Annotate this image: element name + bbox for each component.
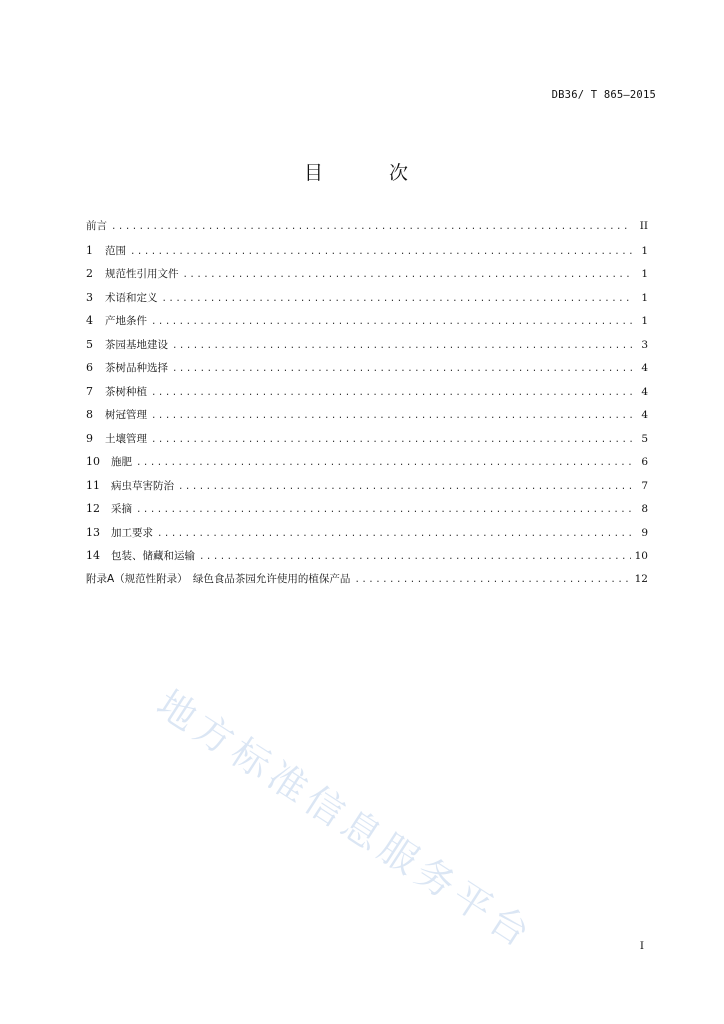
- standard-number: DB36/ T 865—2015: [551, 89, 656, 101]
- toc-item-label: 病虫草害防治: [111, 479, 174, 492]
- toc-item-6[interactable]: [86, 356, 648, 380]
- toc-item-2[interactable]: [86, 262, 648, 286]
- toc-item-10[interactable]: [86, 450, 648, 474]
- toc-item-3[interactable]: [86, 286, 648, 310]
- toc-item-label: 包装、储藏和运输: [111, 550, 195, 562]
- toc-item-label: 规范性引用文件: [105, 268, 179, 280]
- toc-item-page: 12: [634, 572, 648, 585]
- toc-leader-dots: [354, 569, 630, 593]
- toc-item-number: 8: [86, 408, 93, 421]
- toc-title: 目 次: [303, 162, 439, 184]
- toc-item-page: II: [639, 220, 648, 232]
- toc-item-number: 4: [86, 314, 93, 327]
- toc-item-appendix-a[interactable]: [86, 568, 648, 592]
- toc-item-page: 1: [641, 244, 648, 257]
- toc-leader-dots: [136, 452, 632, 476]
- toc-item-page: 8: [641, 503, 648, 515]
- toc-item-label: 采摘: [111, 503, 132, 515]
- toc-leader-dots: [178, 476, 632, 500]
- toc-item-page: 5: [641, 432, 648, 445]
- toc-item-number: 5: [86, 337, 93, 351]
- toc-leader-dots: [157, 523, 632, 547]
- toc-item-11[interactable]: [86, 474, 648, 498]
- toc-item-5[interactable]: [86, 333, 648, 357]
- toc-item-foreword[interactable]: [86, 215, 648, 239]
- toc-item-page: 1: [641, 315, 648, 327]
- toc-leader-dots: [151, 405, 632, 429]
- toc-item-number: 14: [86, 549, 100, 562]
- toc-leader-dots: [172, 335, 632, 359]
- toc-item-page: 7: [641, 479, 648, 492]
- toc-item-page: 1: [641, 268, 648, 280]
- toc-item-label: 树冠管理: [105, 409, 147, 421]
- toc-leader-dots: [111, 216, 632, 240]
- toc-item-number: 附录A: [86, 572, 115, 585]
- table-of-contents: [86, 215, 648, 591]
- toc-item-12[interactable]: [86, 497, 648, 521]
- toc-item-page: 4: [641, 385, 648, 398]
- toc-leader-dots: [199, 546, 631, 570]
- toc-item-number: 3: [86, 290, 93, 304]
- toc-leader-dots: [151, 429, 632, 453]
- toc-leader-dots: [172, 358, 632, 382]
- toc-item-page: 3: [641, 338, 648, 351]
- toc-item-4[interactable]: [86, 309, 648, 333]
- toc-item-label: 茶园基地建设: [105, 338, 168, 351]
- toc-item-number: 10: [86, 455, 100, 468]
- toc-leader-dots: [130, 241, 632, 265]
- toc-item-label: 术语和定义: [105, 291, 158, 304]
- toc-item-label: 茶树品种选择: [105, 362, 168, 374]
- toc-item-label: （规范性附录） 绿色食品茶园允许使用的植保产品: [114, 572, 351, 585]
- toc-item-number: 1: [86, 243, 93, 257]
- toc-leader-dots: [183, 264, 633, 288]
- toc-item-number: 12: [86, 502, 100, 515]
- toc-item-page: 4: [641, 409, 648, 421]
- toc-item-page: 6: [641, 456, 648, 468]
- toc-item-label: 茶树种植: [105, 385, 147, 398]
- toc-item-page: 10: [634, 550, 648, 562]
- toc-item-label: 前言: [86, 220, 107, 232]
- toc-item-number: 7: [86, 384, 93, 398]
- toc-item-label: 产地条件: [105, 315, 147, 327]
- toc-leader-dots: [136, 499, 632, 523]
- toc-item-8[interactable]: [86, 403, 648, 427]
- toc-item-9[interactable]: [86, 427, 648, 451]
- toc-item-page: 1: [641, 291, 648, 304]
- toc-item-number: 6: [86, 361, 93, 374]
- toc-item-13[interactable]: [86, 521, 648, 545]
- toc-leader-dots: [151, 382, 632, 406]
- toc-item-1[interactable]: [86, 239, 648, 263]
- toc-item-number: 11: [86, 478, 100, 492]
- toc-leader-dots: [162, 288, 633, 312]
- toc-leader-dots: [151, 311, 632, 335]
- toc-item-number: 13: [86, 525, 100, 539]
- toc-item-label: 加工要求: [111, 526, 153, 539]
- toc-item-14[interactable]: [86, 544, 648, 568]
- toc-item-number: 9: [86, 431, 93, 445]
- watermark: 地方标准信息服务平台: [149, 681, 543, 959]
- toc-item-page: 4: [641, 362, 648, 374]
- toc-item-label: 土壤管理: [105, 432, 147, 445]
- page-number: I: [639, 940, 644, 952]
- toc-item-page: 9: [641, 526, 648, 539]
- toc-item-label: 施肥: [111, 456, 132, 468]
- toc-item-number: 2: [86, 267, 93, 280]
- toc-item-7[interactable]: [86, 380, 648, 404]
- toc-item-label: 范围: [105, 244, 126, 257]
